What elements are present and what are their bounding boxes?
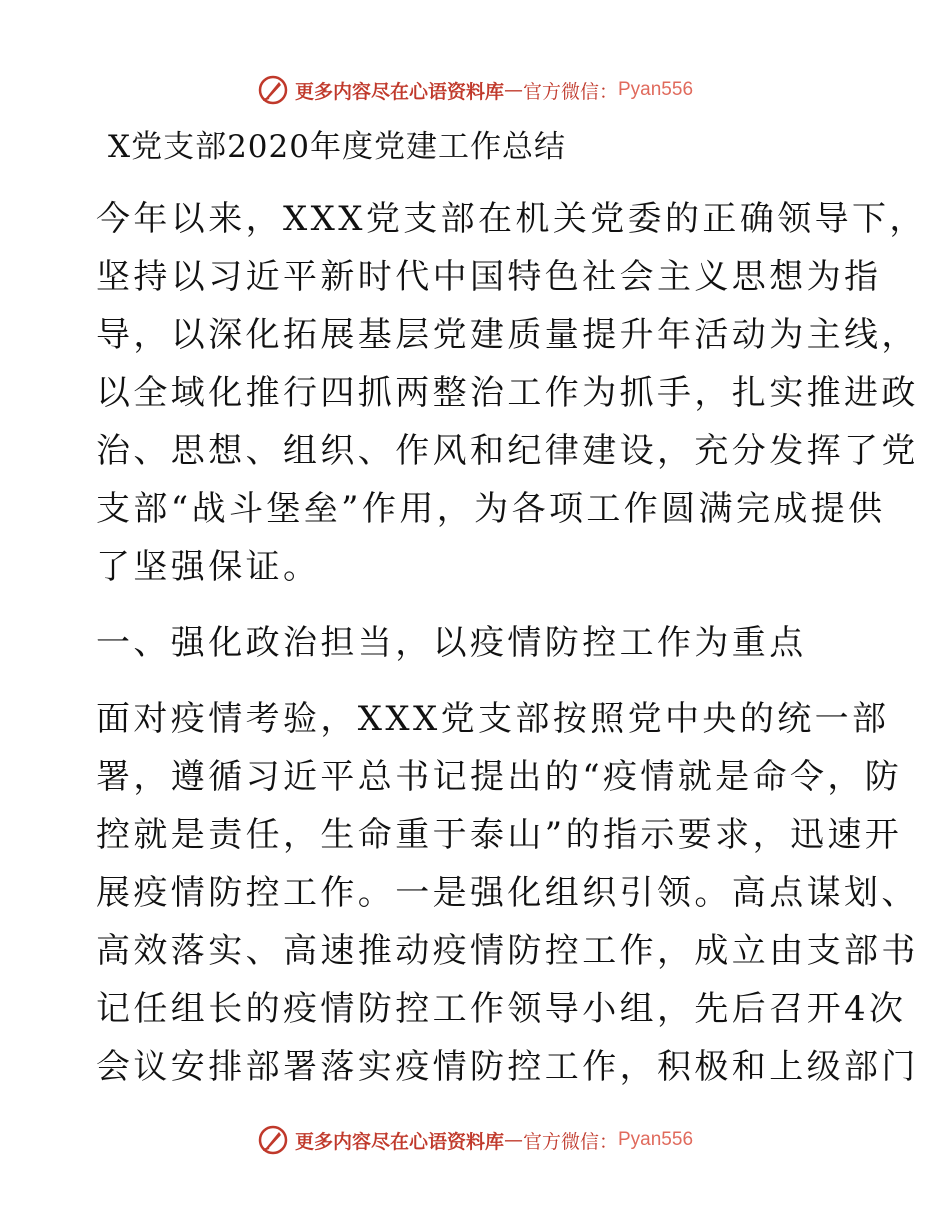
text-line-9: 署，遵循习近平总书记提出的“疫情就是命令，防	[96, 757, 903, 797]
text-line-14: 会议安排部署落实疫情防控工作，积极和上级部门	[96, 1047, 919, 1087]
text-line-5: 治、思想、组织、作风和纪律建设，充分发挥了党	[96, 431, 919, 471]
banner-site-name: 更多内容尽在心语资料库	[294, 1130, 504, 1153]
banner-wechat-id: Pyan556	[618, 79, 694, 100]
feather-pen-logo-icon	[257, 74, 289, 106]
text-line-8: 面对疫情考验，XXX党支部按照党中央的统一部	[96, 699, 890, 739]
section-heading-1: 一、强化政治担当，以疫情防控工作为重点	[96, 623, 807, 663]
text-line-3: 导，以深化拓展基层党建质量提升年活动为主线，	[96, 315, 919, 355]
text-line-4: 以全域化推行四抓两整治工作为抓手，扎实推进政	[96, 373, 919, 413]
banner-wechat-label: 官方微信：	[522, 1130, 618, 1153]
header-watermark-banner	[0, 70, 950, 110]
footer-watermark-banner	[0, 1120, 950, 1160]
document-title: X党支部2020年度党建工作总结	[108, 129, 566, 165]
text-line-10: 控就是责任，生命重于泰山”的指示要求，迅速开	[96, 815, 903, 855]
banner-wechat-id: Pyan556	[618, 1129, 694, 1150]
text-line-6: 支部“战斗堡垒”作用，为各项工作圆满完成提供	[96, 489, 886, 529]
text-line-13: 记任组长的疫情防控工作领导小组，先后召开4次	[96, 989, 907, 1029]
banner-site-name: 更多内容尽在心语资料库	[294, 80, 504, 103]
banner-wechat-label: 官方微信：	[522, 80, 618, 103]
banner-dash: —	[503, 1129, 523, 1151]
text-line-11: 展疫情防控工作。一是强化组织引领。高点谋划、	[96, 873, 919, 913]
text-line-7: 了坚强保证。	[96, 547, 321, 587]
feather-pen-logo-icon	[257, 1124, 289, 1156]
text-line-1: 今年以来，XXX党支部在机关党委的正确领导下，	[96, 199, 927, 239]
text-line-12: 高效落实、高速推动疫情防控工作，成立由支部书	[96, 931, 919, 971]
text-line-2: 坚持以习近平新时代中国特色社会主义思想为指	[96, 257, 882, 297]
banner-dash: —	[503, 79, 523, 101]
